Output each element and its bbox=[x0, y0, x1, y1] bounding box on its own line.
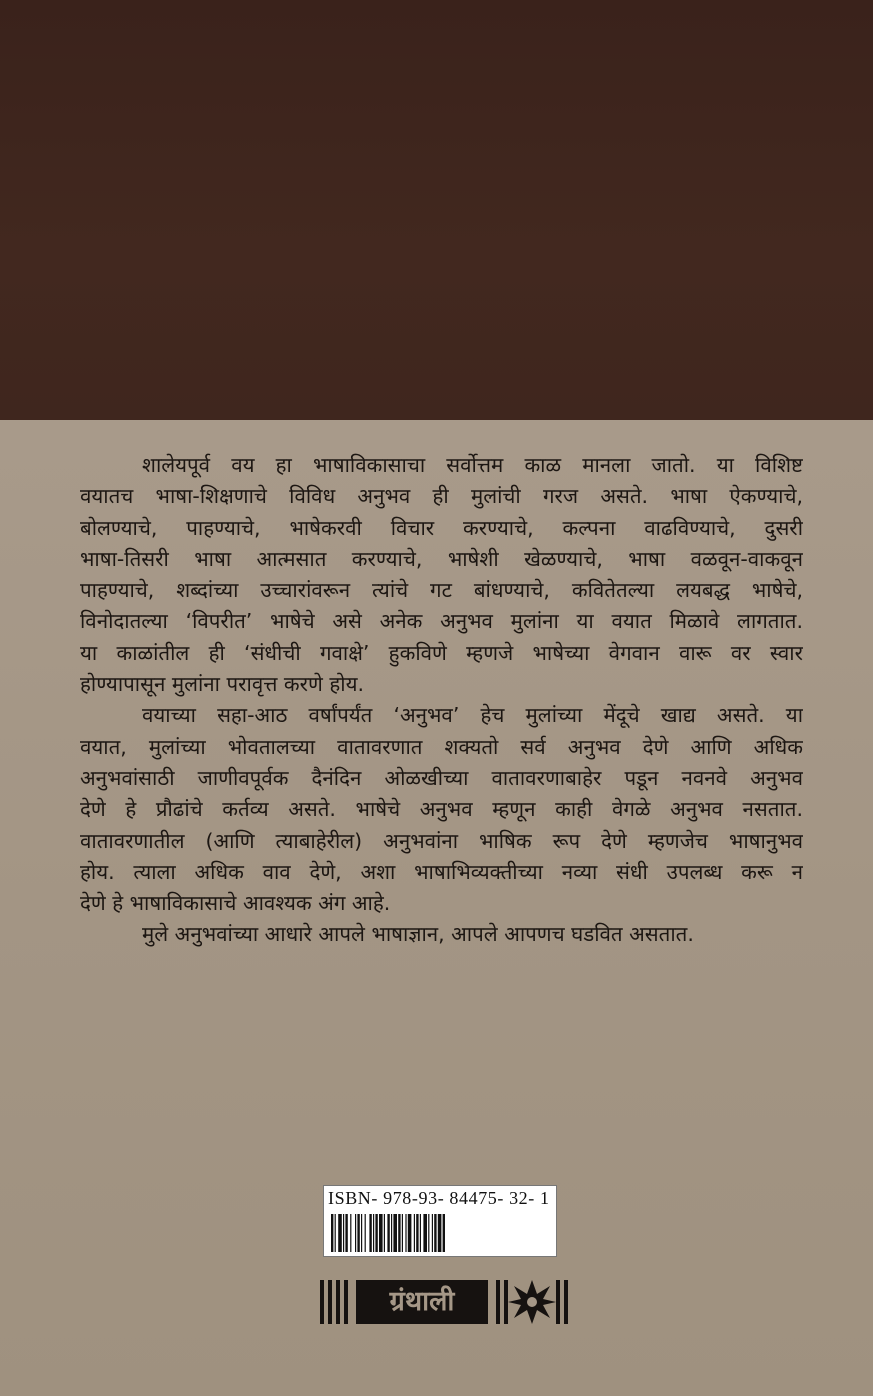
barcode-bar bbox=[408, 1214, 412, 1252]
isbn-number: ISBN- 978-93- 84475- 32- 1 bbox=[328, 1188, 550, 1208]
publisher-logo-text: ग्रंथाली bbox=[356, 1280, 488, 1324]
barcode-bar bbox=[405, 1214, 406, 1252]
barcode-bar bbox=[443, 1214, 445, 1252]
barcode-bars bbox=[330, 1214, 550, 1252]
publisher-logo bbox=[318, 1272, 574, 1334]
blurb-line: अनुभवांसाठी जाणीवपूर्वक दैनंदिन ओळखीच्या वातावरणाबाहेर पडून नवनवे अनुभव bbox=[80, 765, 803, 790]
barcode-bar bbox=[343, 1214, 344, 1252]
barcode-bar bbox=[393, 1214, 397, 1252]
isbn-barcode bbox=[323, 1185, 557, 1257]
barcode-bar bbox=[365, 1214, 366, 1252]
barcode-bar bbox=[379, 1214, 383, 1252]
blurb-line: होय. त्याला अधिक वाव देणे, अशा भाषाभिव्यक्तीच्या नव्या संधी उपलब्ध करू न bbox=[80, 859, 803, 884]
barcode-bar bbox=[428, 1214, 429, 1252]
blurb-line: विनोदातल्या ‘विपरीत’ भाषेचे असे अनेक अनुभव मुलांना या वयात मिळावे लागतात. bbox=[80, 609, 803, 634]
blurb-line: देणे हे प्रौढांचे कर्तव्य असते. भाषेचे अनुभव म्हणून काही वेगळे अनुभव नसतात. bbox=[80, 797, 803, 822]
blurb-line: पाहण्याचे, शब्दांच्या उच्चारांवरून त्यांचे गट बांधण्याचे, कवितेतल्या लयबद्ध भाषेचे, bbox=[80, 578, 803, 603]
blurb-line: देणे हे भाषाविकासाचे आवश्यक अंग आहे. bbox=[80, 891, 391, 916]
barcode-bar bbox=[432, 1214, 433, 1252]
blurb-line: वयात, मुलांच्या भोवतालच्या वातावरणात शक्यतो सर्व अनुभव देणे आणि अधिक bbox=[80, 734, 803, 759]
blurb-line: भाषा-तिसरी भाषा आत्मसात करण्याचे, भाषेशी खेळण्याचे, भाषा वळवून-वाकवून bbox=[80, 546, 803, 571]
barcode-bar bbox=[416, 1214, 418, 1252]
blurb-line: वयाच्या सहा-आठ वर्षांपर्यंत ‘अनुभव’ हेच मुलांच्या मेंदूचे खाद्य असते. या bbox=[142, 703, 803, 728]
barcode-bar bbox=[423, 1214, 427, 1252]
blurb-line: शालेयपूर्व वय हा भाषाविकासाचा सर्वोत्तम काळ मानला जातो. या विशिष्ट bbox=[142, 453, 803, 477]
top-color-band bbox=[0, 0, 873, 420]
barcode-bar bbox=[355, 1214, 356, 1252]
barcode-bar bbox=[434, 1214, 436, 1252]
barcode-bar bbox=[384, 1214, 385, 1252]
barcode-bar bbox=[350, 1214, 351, 1252]
blurb-text bbox=[80, 450, 803, 951]
barcode-bar bbox=[335, 1214, 336, 1252]
barcode-bar bbox=[438, 1214, 442, 1252]
barcode-bar bbox=[402, 1214, 403, 1252]
barcode-bar bbox=[391, 1214, 392, 1252]
barcode-bar bbox=[361, 1214, 362, 1252]
barcode-bar bbox=[387, 1214, 389, 1252]
barcode-bar bbox=[357, 1214, 359, 1252]
barcode-bar bbox=[373, 1214, 374, 1252]
barcode-bar bbox=[375, 1214, 377, 1252]
blurb-line: होण्यापासून मुलांना परावृत्त करणे होय. bbox=[80, 672, 364, 697]
barcode-bar bbox=[345, 1214, 347, 1252]
barcode-bar bbox=[338, 1214, 342, 1252]
barcode-bar bbox=[369, 1214, 371, 1252]
blurb-line: वयातच भाषा-शिक्षणाचे विविध अनुभव ही मुलांची गरज असते. भाषा ऐकण्याचे, bbox=[80, 484, 803, 509]
blurb-line: वातावरणातील (आणि त्याबाहेरील) अनुभवांना भाषिक रूप देणे म्हणजेच भाषानुभव bbox=[80, 828, 803, 853]
barcode-bar bbox=[414, 1214, 415, 1252]
blurb-line: मुले अनुभवांच्या आधारे आपले भाषाज्ञान, आपले आपणच घडवित असतात. bbox=[142, 922, 694, 947]
barcode-bar bbox=[398, 1214, 400, 1252]
blurb-line: बोलण्याचे, पाहण्याचे, भाषेकरवी विचार करण्याचे, कल्पना वाढविण्याचे, दुसरी bbox=[80, 515, 803, 540]
barcode-bar bbox=[420, 1214, 421, 1252]
blurb-line: या काळांतील ही ‘संधीची गवाक्षे’ हुकविणे म्हणजे भाषेच्या वेगवान वारू वर स्वार bbox=[80, 640, 803, 665]
barcode-bar bbox=[331, 1214, 333, 1252]
